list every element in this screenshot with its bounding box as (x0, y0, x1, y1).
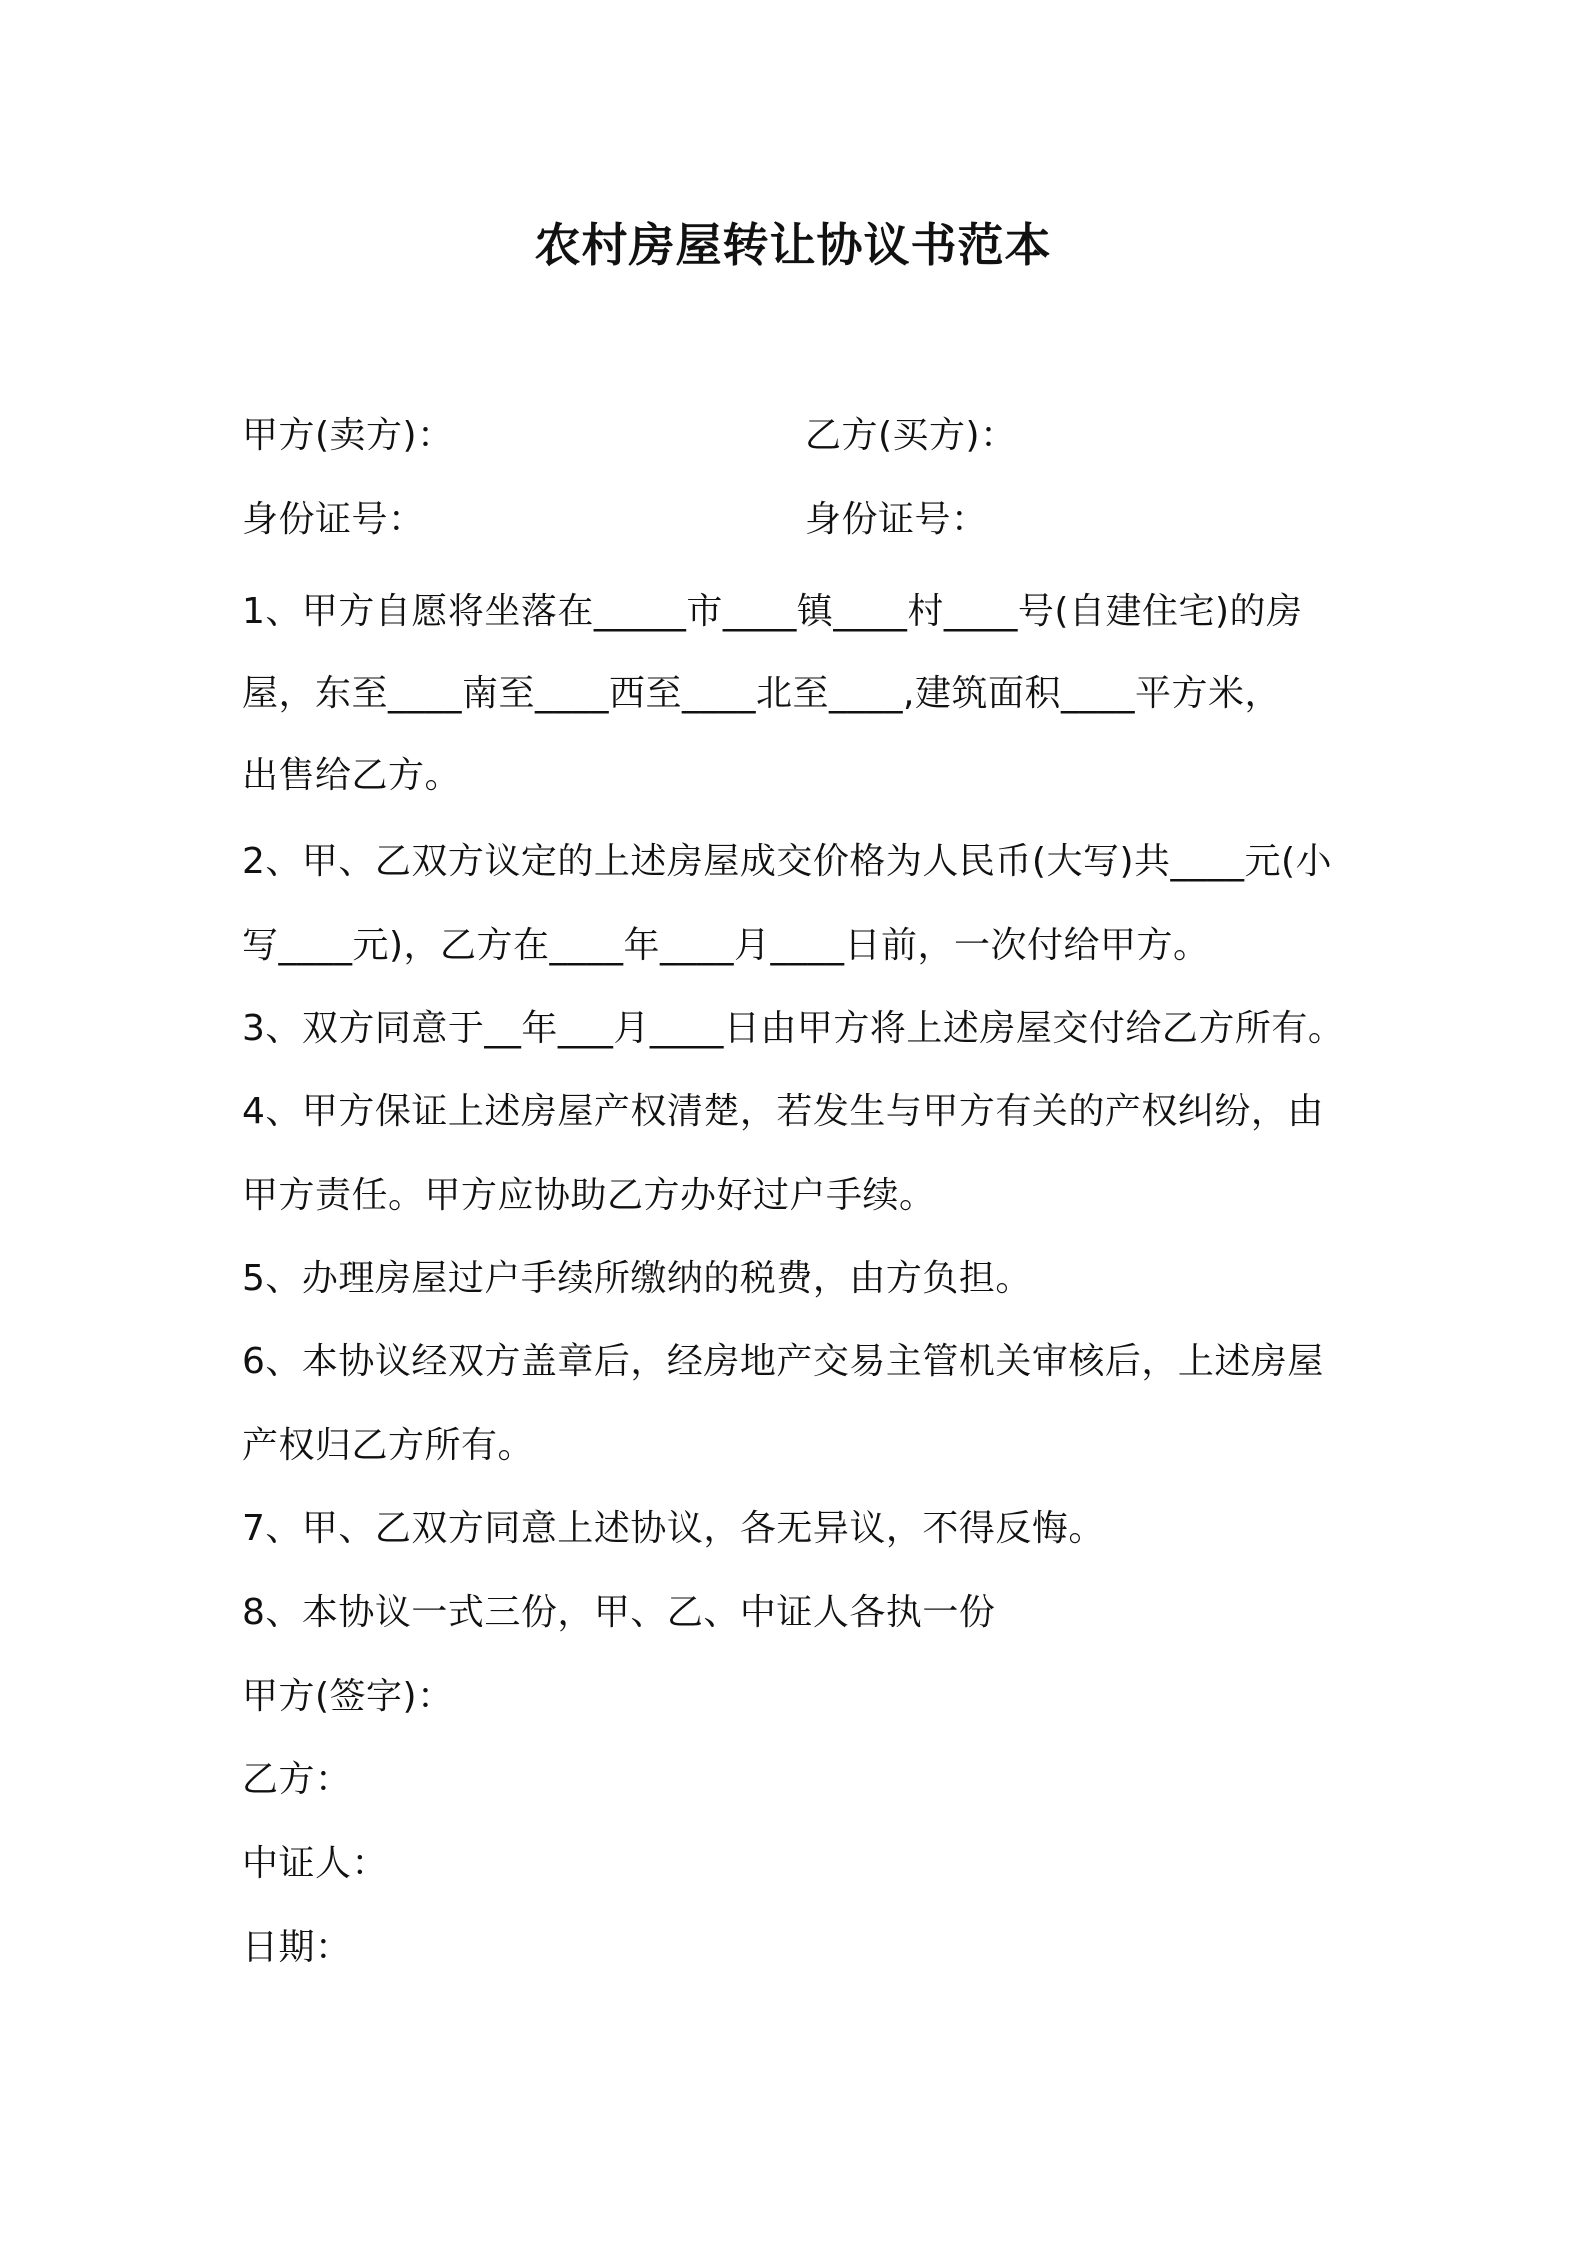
sign-b-label: 乙方： (242, 1759, 352, 1800)
clause-2-line-2: 写____元)，乙方在____年____月____日前，一次付给甲方。 (242, 925, 1210, 966)
clause-1-line-2: 屋，东至____南至____西至____北至____,建筑面积____平方米， (242, 673, 1281, 714)
clause-6-line-2: 产权归乙方所有。 (242, 1425, 535, 1466)
clause-3-line-1: 3、双方同意于__年___月____日由甲方将上述房屋交付给乙方所有。 (242, 1008, 1345, 1049)
party-a-label: 甲方(卖方)： (242, 415, 454, 456)
id-b-label: 身份证号： (805, 499, 988, 540)
sign-a-label: 甲方(签字)： (242, 1676, 454, 1717)
clause-7-line-1: 7、甲、乙双方同意上述协议，各无异议，不得反悔。 (242, 1508, 1105, 1549)
clause-4-line-2: 甲方责任。甲方应协助乙方办好过户手续。 (242, 1175, 936, 1216)
clause-1-line-1: 1、甲方自愿将坐落在_____市____镇____村____号(自建住宅)的房 (242, 591, 1303, 632)
party-b-label: 乙方(买方)： (805, 415, 1017, 456)
clause-2-line-1: 2、甲、乙双方议定的上述房屋成交价格为人民币(大写)共____元(小 (242, 841, 1333, 882)
document-title: 农村房屋转让协议书范本 (534, 218, 1052, 272)
id-a-label: 身份证号： (242, 499, 425, 540)
clause-5-line-1: 5、办理房屋过户手续所缴纳的税费，由方负担。 (242, 1258, 1032, 1299)
witness-label: 中证人： (242, 1843, 389, 1884)
clause-8-line-1: 8、本协议一式三份，甲、乙、中证人各执一份 (242, 1592, 996, 1633)
clause-6-line-1: 6、本协议经双方盖章后，经房地产交易主管机关审核后，上述房屋 (242, 1341, 1324, 1382)
clause-4-line-1: 4、甲方保证上述房屋产权清楚，若发生与甲方有关的产权纠纷，由 (242, 1091, 1324, 1132)
date-label: 日期： (242, 1927, 352, 1968)
clause-1-line-3: 出售给乙方。 (242, 755, 462, 796)
